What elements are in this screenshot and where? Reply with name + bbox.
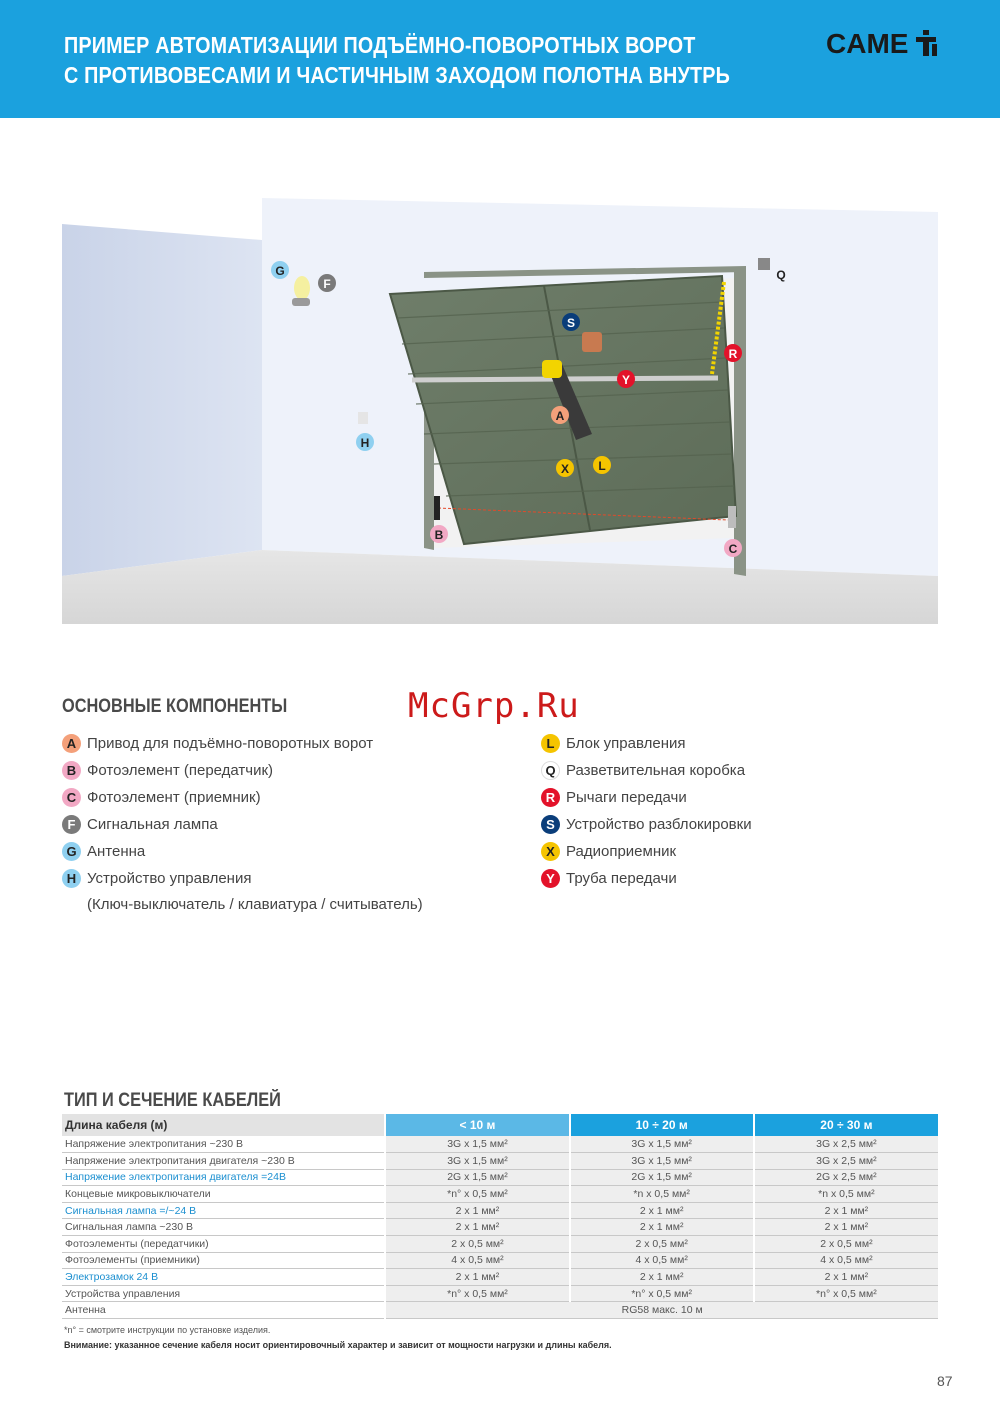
title-line-2: С ПРОТИВОВЕСАМИ И ЧАСТИЧНЫМ ЗАХОДОМ ПОЛОТНА ВНУТРЬ	[64, 62, 730, 88]
component-label: Антенна	[87, 842, 146, 860]
cable-section-cell: *n° x 0,5 мм²	[385, 1285, 569, 1302]
svg-text:X: X	[560, 462, 570, 476]
cable-section-cell: 2 x 1 мм²	[570, 1202, 754, 1219]
cable-section-cell: 3G x 2,5 мм²	[754, 1136, 938, 1153]
component-badge: H	[62, 869, 81, 888]
component-item	[62, 787, 261, 807]
component-badge: A	[62, 734, 81, 753]
component-badge: S	[541, 815, 560, 834]
component-item	[541, 733, 685, 753]
cable-section-cell: 2 x 1 мм²	[754, 1202, 938, 1219]
cable-section-cell: 2 x 1 мм²	[385, 1202, 569, 1219]
cable-type-label: Напряжение электропитания двигателя ~230 В	[62, 1153, 385, 1170]
component-item	[62, 814, 218, 834]
watermark: McGrp.Ru	[408, 686, 580, 726]
cable-section-cell: 2 x 1 мм²	[385, 1269, 569, 1286]
component-badge: X	[541, 842, 560, 861]
cable-section-cell: *n° x 0,5 мм²	[570, 1285, 754, 1302]
table-row	[62, 1302, 938, 1319]
component-label: Устройство управления	[87, 869, 252, 887]
header-banner	[0, 0, 1000, 118]
component-item	[541, 760, 745, 780]
cable-section-cell: 4 x 0,5 мм²	[570, 1252, 754, 1269]
cable-section-cell: *n x 0,5 мм²	[570, 1186, 754, 1203]
component-label: Разветвительная коробка	[566, 761, 746, 779]
gate-installation-illustration	[62, 198, 938, 624]
footnote: *n° = смотрите инструкции по установке изделия.	[64, 1325, 271, 1335]
badge-f	[318, 274, 336, 292]
component-label: Блок управления	[566, 734, 686, 752]
component-item	[62, 841, 145, 861]
component-label: Фотоэлемент (приемник)	[87, 788, 261, 806]
cable-type-label: Сигнальная лампа =/~24 В	[62, 1202, 385, 1219]
components-heading: ОСНОВНЫЕ КОМПОНЕНТЫ	[62, 696, 288, 717]
header-10-20: 10 ÷ 20 м	[570, 1114, 754, 1136]
cable-type-label: Напряжение электропитания ~230 В	[62, 1136, 385, 1153]
component-label: Фотоэлемент (передатчик)	[87, 761, 274, 779]
svg-text:G: G	[275, 264, 285, 278]
header-under-10: < 10 м	[385, 1114, 569, 1136]
component-item	[541, 787, 687, 807]
cable-section-cell: 2 x 1 мм²	[570, 1269, 754, 1286]
component-badge: Y	[541, 869, 560, 888]
badge-q	[776, 268, 785, 282]
cable-section-cell: 3G x 1,5 мм²	[385, 1153, 569, 1170]
component-item	[62, 868, 251, 888]
table-row	[62, 1236, 938, 1253]
badge-b	[430, 525, 448, 543]
svg-text:Y: Y	[621, 373, 631, 387]
page-number: 87	[937, 1373, 953, 1389]
cable-section-cell: 4 x 0,5 мм²	[754, 1252, 938, 1269]
components-note: (Ключ-выключатель / клавиатура / считыватель)	[87, 896, 423, 913]
cables-header-row	[62, 1114, 938, 1136]
title-line-1: ПРИМЕР АВТОМАТИЗАЦИИ ПОДЪЁМНО-ПОВОРОТНЫХ ВОРОТ	[64, 32, 696, 58]
badge-y	[617, 370, 635, 388]
left-wall	[62, 224, 262, 576]
cable-section-cell: 3G x 2,5 мм²	[754, 1153, 938, 1170]
cable-type-label: Фотоэлементы (передатчики)	[62, 1236, 385, 1253]
component-item	[541, 868, 677, 888]
cable-section-cell: 2 x 1 мм²	[570, 1219, 754, 1236]
badge-g	[271, 261, 289, 279]
component-item	[62, 760, 273, 780]
component-badge: R	[541, 788, 560, 807]
cable-section-cell: 2 x 0,5 мм²	[570, 1236, 754, 1253]
badge-r	[724, 344, 742, 362]
header-length: Длина кабеля (м)	[62, 1114, 385, 1136]
component-badge: G	[62, 842, 81, 861]
badge-c	[724, 539, 742, 557]
cable-section-cell: 3G x 1,5 мм²	[570, 1136, 754, 1153]
svg-text:F: F	[323, 277, 331, 291]
component-badge: Q	[541, 761, 560, 780]
cable-type-label: Электрозамок 24 В	[62, 1269, 385, 1286]
operator-unit	[542, 360, 562, 378]
component-label: Труба передачи	[566, 869, 677, 887]
cable-section-cell: *n° x 0,5 мм²	[754, 1285, 938, 1302]
component-label: Устройство разблокировки	[566, 815, 752, 833]
table-row	[62, 1285, 938, 1302]
cable-section-cell: *n° x 0,5 мм²	[385, 1186, 569, 1203]
cable-section-cell: 2 x 1 мм²	[754, 1269, 938, 1286]
badge-x	[556, 459, 574, 477]
antenna-cable-cell: RG58 макс. 10 м	[385, 1302, 938, 1319]
svg-text:L: L	[598, 459, 606, 473]
cable-section-cell: 2G x 1,5 мм²	[570, 1169, 754, 1186]
cable-section-cell: 3G x 1,5 мм²	[385, 1136, 569, 1153]
svg-text:R: R	[728, 347, 738, 361]
component-badge: F	[62, 815, 81, 834]
page-title	[64, 30, 730, 90]
table-row	[62, 1136, 938, 1153]
cable-type-label: Устройства управления	[62, 1285, 385, 1302]
cables-heading: ТИП И СЕЧЕНИЕ КАБЕЛЕЙ	[64, 1090, 281, 1111]
table-row	[62, 1252, 938, 1269]
cable-type-label: Напряжение электропитания двигателя =24В	[62, 1169, 385, 1186]
table-row	[62, 1219, 938, 1236]
badge-s	[562, 313, 580, 331]
cable-section-cell: 2 x 1 мм²	[754, 1219, 938, 1236]
badge-h	[356, 433, 374, 451]
cable-section-cell: 2 x 0,5 мм²	[385, 1236, 569, 1253]
table-row	[62, 1169, 938, 1186]
svg-text:S: S	[566, 316, 576, 330]
cable-section-cell: 4 x 0,5 мм²	[385, 1252, 569, 1269]
came-logo	[826, 28, 940, 60]
component-badge: B	[62, 761, 81, 780]
cables-body	[62, 1136, 938, 1319]
cable-section-cell: 2G x 1,5 мм²	[385, 1169, 569, 1186]
cable-section-cell: 2 x 1 мм²	[385, 1219, 569, 1236]
cables-table	[62, 1114, 938, 1319]
warning-note: Внимание: указанное сечение кабеля носит ориентировочный характер и зависит от мощности нагрузки и длины кабеля.	[64, 1340, 612, 1350]
table-row	[62, 1202, 938, 1219]
component-label: Сигнальная лампа	[87, 815, 218, 833]
cable-section-cell: 2 x 0,5 мм²	[754, 1236, 938, 1253]
table-row	[62, 1186, 938, 1203]
cable-type-label: Антенна	[62, 1302, 385, 1319]
table-row	[62, 1269, 938, 1286]
table-row	[62, 1153, 938, 1170]
svg-text:H: H	[360, 436, 370, 450]
cable-type-label: Фотоэлементы (приемники)	[62, 1252, 385, 1269]
cable-section-cell: *n x 0,5 мм²	[754, 1186, 938, 1203]
component-badge: L	[541, 734, 560, 753]
badge-a	[551, 406, 569, 424]
svg-text:A: A	[555, 409, 565, 423]
cable-type-label: Концевые микровыключатели	[62, 1186, 385, 1203]
cable-section-cell: 2G x 2,5 мм²	[754, 1169, 938, 1186]
cable-type-label: Сигнальная лампа ~230 В	[62, 1219, 385, 1236]
component-item	[62, 733, 373, 753]
component-badge: C	[62, 788, 81, 807]
component-label: Привод для подъёмно-поворотных ворот	[87, 734, 374, 752]
component-label: Радиоприемник	[566, 842, 677, 860]
logo-text: CAME	[826, 28, 909, 59]
badge-l	[593, 456, 611, 474]
cable-section-cell: 3G x 1,5 мм²	[570, 1153, 754, 1170]
component-item	[541, 841, 676, 861]
svg-text:C: C	[728, 542, 738, 556]
header-20-30: 20 ÷ 30 м	[754, 1114, 938, 1136]
component-label: Рычаги передачи	[566, 788, 687, 806]
component-item	[541, 814, 752, 834]
svg-text:Q: Q	[776, 268, 786, 282]
svg-text:B: B	[434, 528, 444, 542]
logo-mark-icon	[914, 30, 940, 58]
